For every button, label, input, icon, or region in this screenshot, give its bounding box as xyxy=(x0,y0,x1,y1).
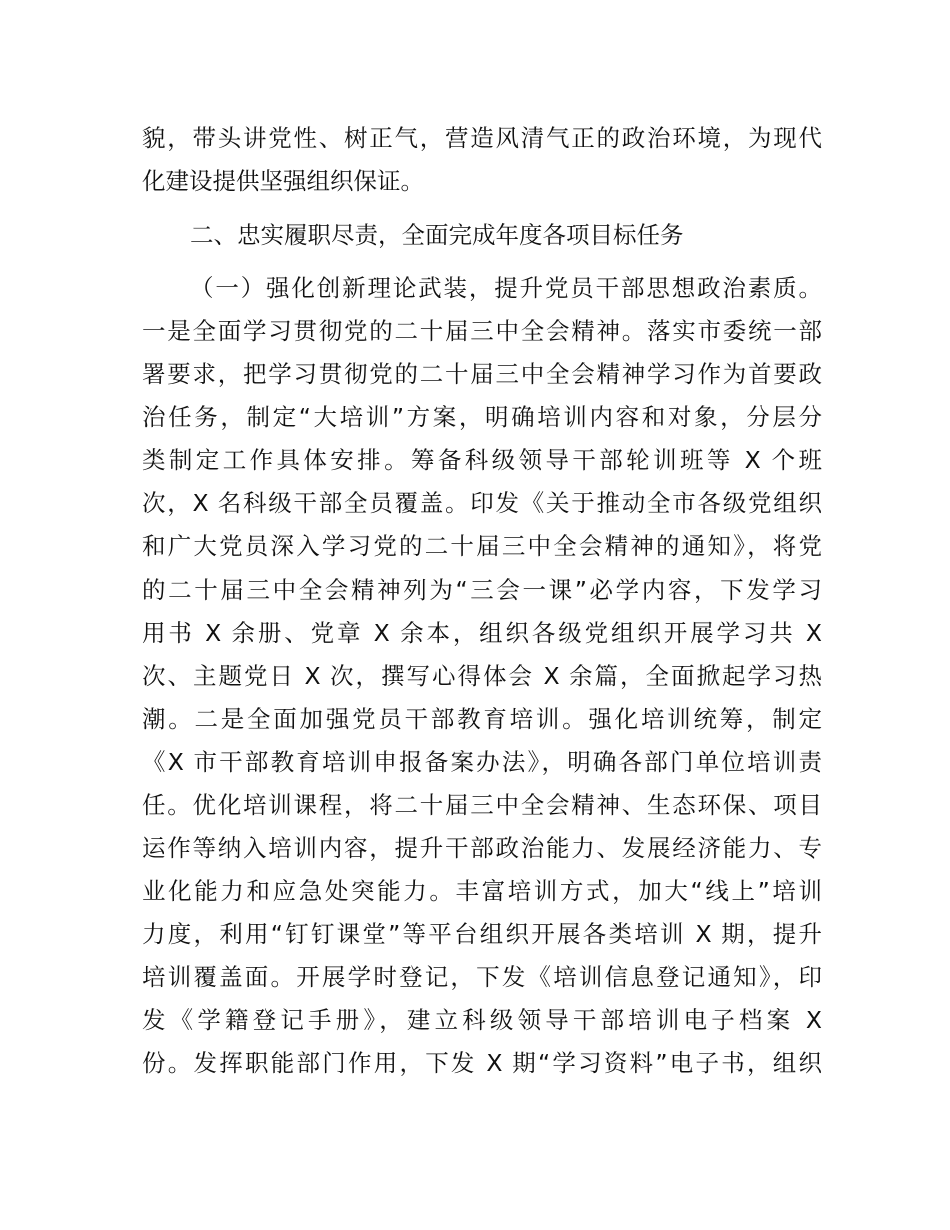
text-line: 貌，带头讲党性、树正气，营造风清气正的政治环境，为现代 xyxy=(142,124,822,152)
text-line: 次，X 名科级干部全员覆盖。印发《关于推动全市各级党组织 xyxy=(142,489,822,517)
subsection-heading: （一）强化创新理论武装，提升党员干部思想政治素质。 xyxy=(190,274,822,302)
text-line: 和广大党员深入学习党的二十届三中全会精神的通知》，将党 xyxy=(142,532,822,560)
text-line: 潮。二是全面加强党员干部教育培训。强化培训统筹，制定 xyxy=(142,705,822,733)
text-line: 化建设提供坚强组织保证。 xyxy=(142,167,424,195)
text-line: 《X 市干部教育培训申报备案办法》，明确各部门单位培训责 xyxy=(142,748,822,776)
text-line: 任。优化培训课程，将二十届三中全会精神、生态环保、项目 xyxy=(142,791,822,819)
text-line: 治任务，制定“大培训”方案，明确培训内容和对象，分层分 xyxy=(142,403,822,431)
text-line: 类制定工作具体安排。筹备科级领导干部轮训班等 X 个班 xyxy=(142,446,822,474)
text-line: 署要求，把学习贯彻党的二十届三中全会精神学习作为首要政 xyxy=(142,360,822,388)
text-line: 发《学籍登记手册》，建立科级领导干部培训电子档案 X xyxy=(142,1006,822,1034)
text-line: 运作等纳入培训内容，提升干部政治能力、发展经济能力、专 xyxy=(142,834,822,862)
text-line: 的二十届三中全会精神列为“三会一课”必学内容，下发学习 xyxy=(142,576,822,604)
text-line: 次、主题党日 X 次，撰写心得体会 X 余篇，全面掀起学习热 xyxy=(142,662,822,690)
text-line: 份。发挥职能部门作用，下发 X 期“学习资料”电子书，组织 xyxy=(142,1049,822,1077)
text-line: 一是全面学习贯彻党的二十届三中全会精神。落实市委统一部 xyxy=(142,317,822,345)
text-line: 力度，利用“钉钉课堂”等平台组织开展各类培训 X 期，提升 xyxy=(142,920,822,948)
text-line: 培训覆盖面。开展学时登记，下发《培训信息登记通知》，印 xyxy=(142,963,822,991)
text-line: 用书 X 余册、党章 X 余本，组织各级党组织开展学习共 X xyxy=(142,619,822,647)
section-heading: 二、忠实履职尽责，全面完成年度各项目标任务 xyxy=(190,221,684,249)
text-line: 业化能力和应急处突能力。丰富培训方式，加大“线上”培训 xyxy=(142,877,822,905)
